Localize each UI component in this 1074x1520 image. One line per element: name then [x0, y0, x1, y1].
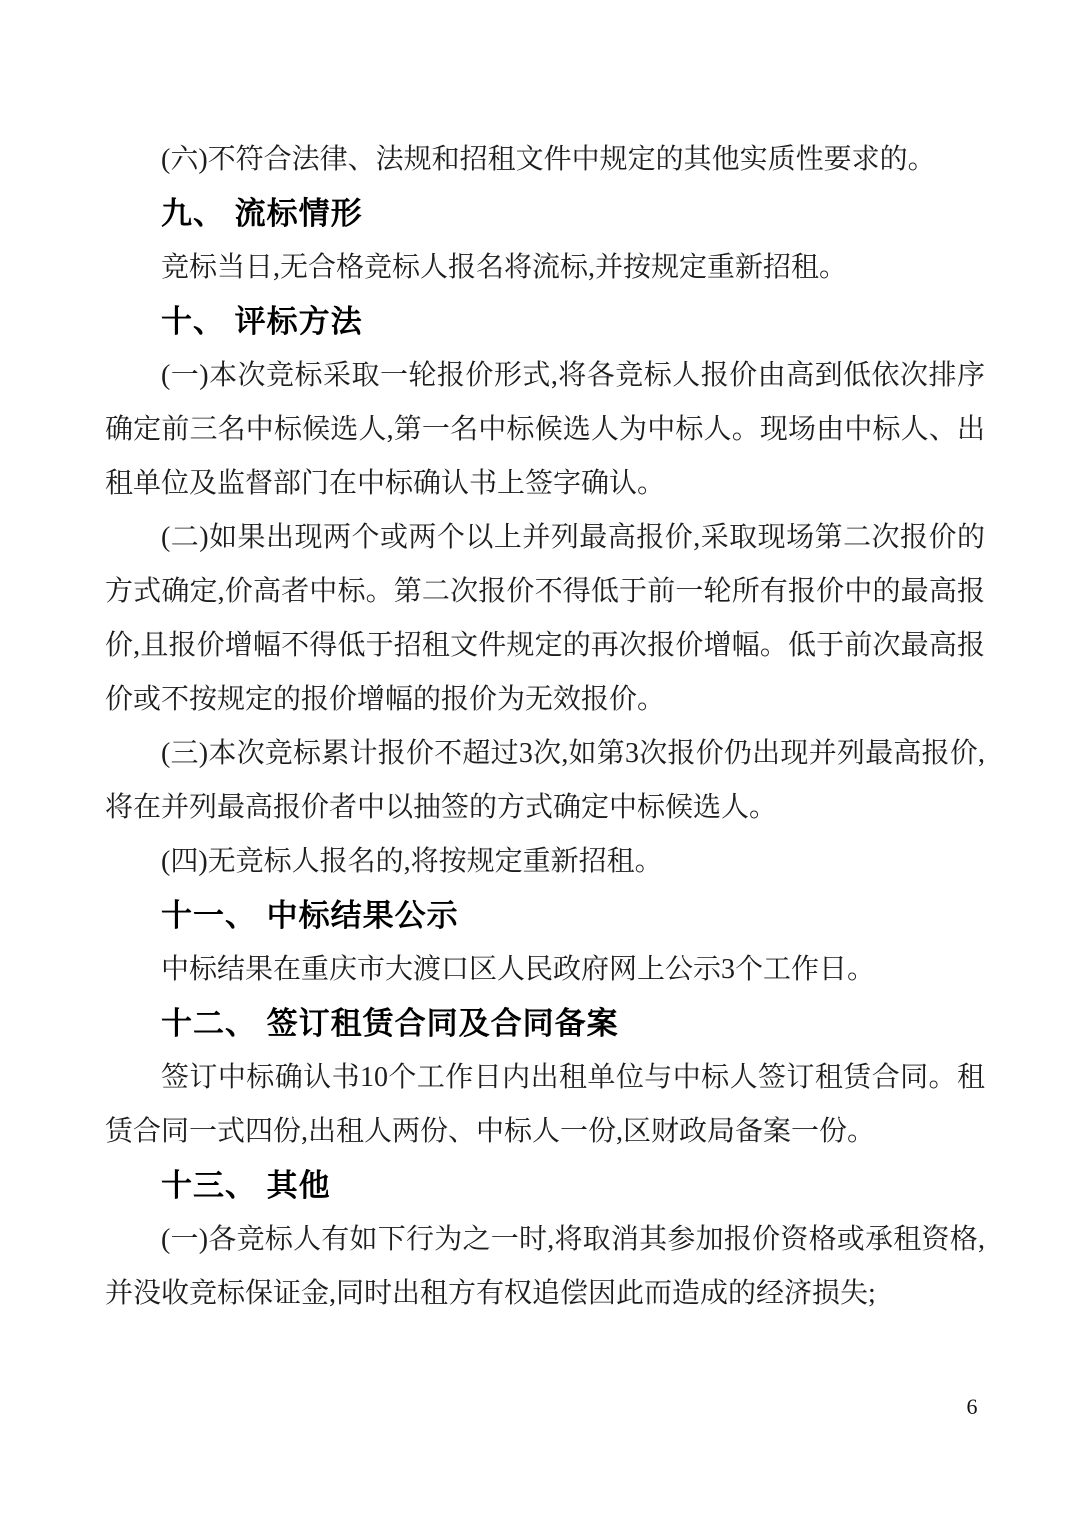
- para-failed-bid-rule: 竞标当日,无合格竞标人报名将流标,并按规定重新招租。: [161, 252, 848, 283]
- para-evaluation-rule-4: (四)无竞标人报名的,将按规定重新招租。: [161, 846, 663, 877]
- para-result-announcement: 中标结果在重庆市大渡口区人民政府网上公示3个工作日。: [161, 954, 876, 985]
- para-evaluation-rule-1: (一)本次竞标采取一轮报价形式,将各竞标人报价由高到低依次排序确定前三名中标候选人,第一名中标候选人为中标人。现场由中标人、出租单位及监督部门在中标确认书上签字确认。: [105, 360, 985, 499]
- para-others-rule-1: (一)各竞标人有如下行为之一时,将取消其参加报价资格或承租资格,并没收竞标保证金,同时出租方有权追偿因此而造成的经济损失;: [105, 1224, 985, 1309]
- heading-others: 十三、 其他: [161, 1168, 331, 1203]
- para-other-requirements-clause-6: (六)不符合法律、法规和招租文件中规定的其他实质性要求的。: [161, 144, 936, 175]
- document-body: [105, 133, 985, 1321]
- heading-failed-bid-situations: 九、 流标情形: [161, 196, 363, 231]
- heading-result-announcement: 十一、 中标结果公示: [161, 898, 459, 933]
- para-evaluation-rule-2: (二)如果出现两个或两个以上并列最高报价,采取现场第二次报价的方式确定,价高者中标。第二次报价不得低于前一轮所有报价中的最高报价,且报价增幅不得低于招租文件规定的再次报价增幅。低于前次最高报价或不按规定的报价增幅的报价为无效报价。: [105, 522, 985, 715]
- para-evaluation-rule-3: (三)本次竞标累计报价不超过3次,如第3次报价仍出现并列最高报价,将在并列最高报价者中以抽签的方式确定中标候选人。: [105, 738, 985, 823]
- para-contract-signing-rule: 签订中标确认书10个工作日内出租单位与中标人签订租赁合同。租赁合同一式四份,出租人两份、中标人一份,区财政局备案一份。: [105, 1062, 985, 1147]
- heading-contract-signing-filing: 十二、 签订租赁合同及合同备案: [161, 1006, 619, 1041]
- page-number: 6: [966, 1394, 978, 1419]
- heading-evaluation-method: 十、 评标方法: [161, 304, 363, 339]
